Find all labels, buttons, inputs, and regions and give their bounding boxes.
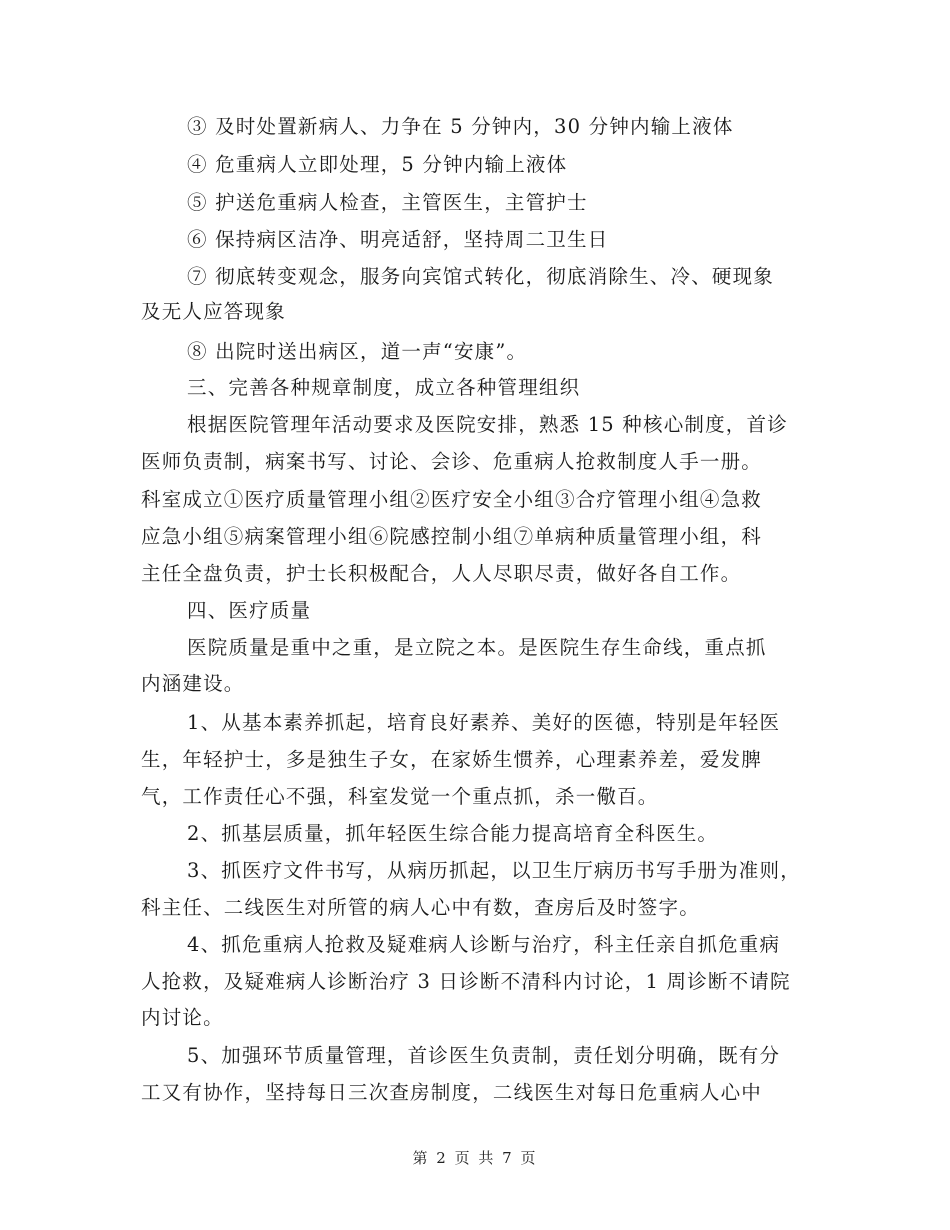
text-line: 医院质量是重中之重，是立院之本。是医院生存生命线，重点抓 — [187, 636, 767, 659]
text-line: 医师负责制，病案书写、讨论、会诊、危重病人抢救制度人手一册。 — [141, 450, 763, 473]
text-line: ⑥ 保持病区洁净、明亮适舒，坚持周二卫生日 — [187, 228, 609, 251]
page-number-footer: 第 2 页 共 7 页 — [412, 1149, 538, 1167]
text-line: 2、抓基层质量，抓年轻医生综合能力提高培育全科医生。 — [187, 822, 719, 845]
text-line: 气，工作责任心不强，科室发觉一个重点抓，杀一儆百。 — [141, 785, 659, 808]
text-line: 工又有协作，坚持每日三次查房制度，二线医生对每日危重病人心中 — [141, 1081, 763, 1104]
text-line: 内涵建设。 — [141, 672, 245, 695]
text-line: ⑤ 护送危重病人检查，主管医生，主管护士 — [187, 191, 588, 214]
text-line: 科主任、二线医生对所管的病人心中有数，查房后及时签字。 — [141, 896, 700, 919]
text-line: 1、从基本素养抓起，培育良好素养、美好的医德，特别是年轻医 — [187, 711, 781, 734]
text-line: 主任全盘负责，护士长积极配合，人人尽职尽责，做好各自工作。 — [141, 562, 742, 585]
text-line: 生，年轻护士，多是独生子女，在家娇生惯养，心理素养差，爱发脾 — [141, 748, 763, 771]
text-line: 3、抓医疗文件书写，从病历抓起，以卫生厅病历书写手册为准则， — [187, 859, 801, 882]
text-line: ⑦ 彻底转变观念，服务向宾馆式转化，彻底消除生、冷、硬现象 — [187, 265, 774, 288]
text-line: 5、加强环节质量管理，首诊医生负责制，责任划分明确，既有分 — [187, 1044, 781, 1067]
text-line: 科室成立①医疗质量管理小组②医疗安全小组③合疗管理小组④急救 — [141, 488, 763, 511]
text-line: ⑧ 出院时送出病区，道一声“安康”。 — [187, 340, 528, 363]
text-line: 人抢救，及疑难病人诊断治疗 3 日诊断不清科内讨论，1 周诊断不请院 — [141, 970, 791, 993]
section-heading: 四、医疗质量 — [187, 599, 312, 622]
text-line: 及无人应答现象 — [141, 300, 286, 323]
text-line: 根据医院管理年活动要求及医院安排，熟悉 15 种核心制度，首诊 — [187, 413, 788, 436]
text-line: 应急小组⑤病案管理小组⑥院感控制小组⑦单病种质量管理小组，科 — [141, 525, 763, 548]
section-heading: 三、完善各种规章制度，成立各种管理组织 — [187, 376, 581, 399]
text-line: ④ 危重病人立即处理，5 分钟内输上液体 — [187, 153, 568, 176]
text-line: 内讨论。 — [141, 1006, 224, 1029]
text-line: 4、抓危重病人抢救及疑难病人诊断与治疗，科主任亲自抓危重病 — [187, 933, 781, 956]
text-line: ③ 及时处置新病人、力争在 5 分钟内，30 分钟内输上液体 — [187, 115, 734, 138]
